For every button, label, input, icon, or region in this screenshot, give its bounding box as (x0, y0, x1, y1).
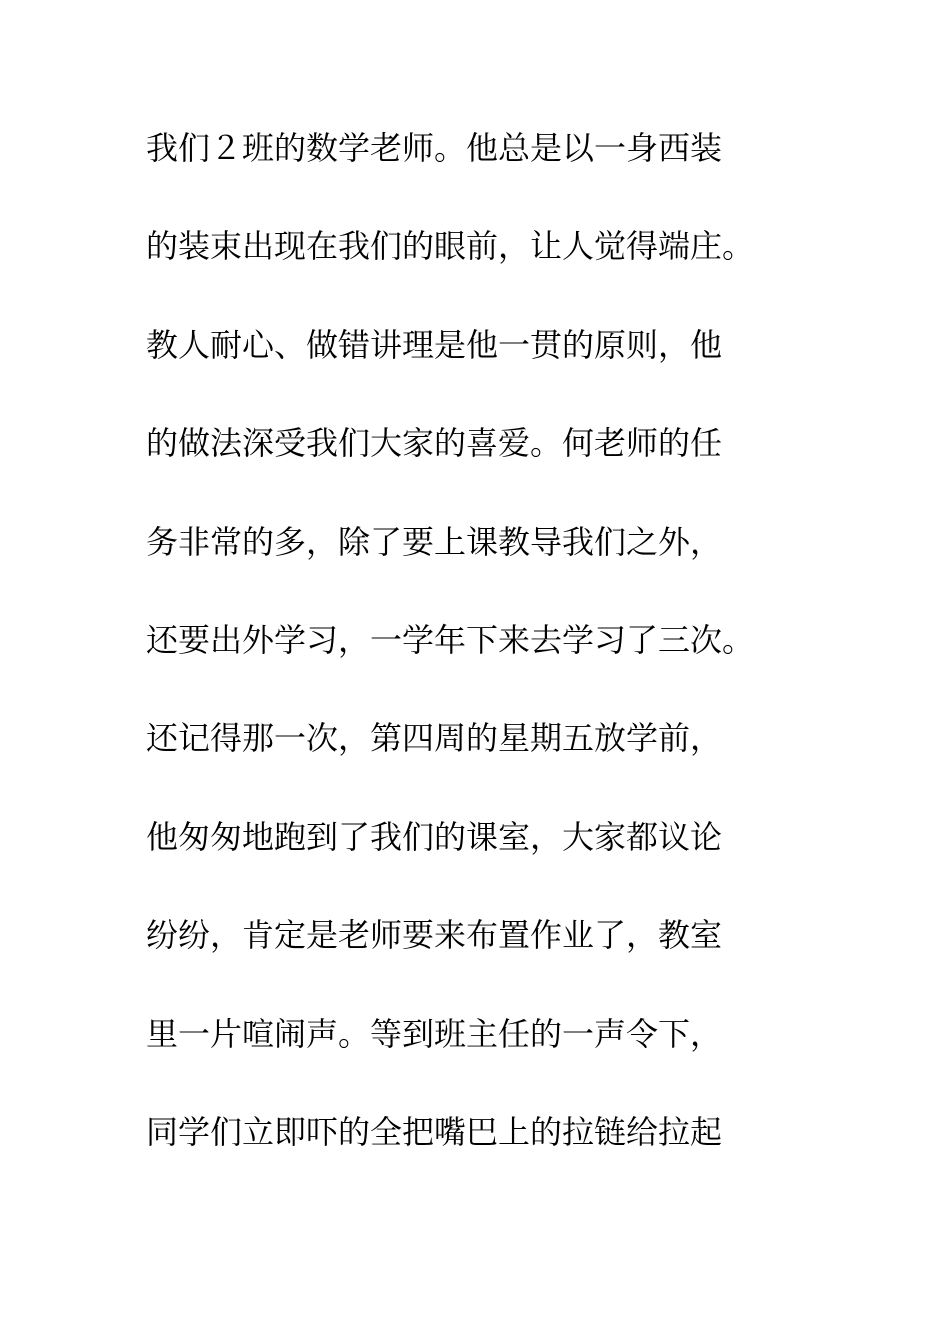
text-line-10: 里一片喧闹声。等到班主任的一声令下， (146, 1014, 723, 1053)
text-line-1: 我们２班的数学老师。他总是以一身西装 (146, 129, 723, 167)
text-line-5: 务非常的多，除了要上课教导我们之外， (146, 522, 723, 561)
text-line-6: 还要出外学习，一学年下来去学习了三次。 (146, 620, 755, 659)
document-body (146, 126, 846, 1208)
text-line-4: 的做法深受我们大家的喜爱。何老师的任 (146, 424, 723, 463)
text-line-9: 纷纷，肯定是老师要来布置作业了，教室 (146, 916, 723, 955)
text-line-11: 同学们立即吓的全把嘴巴上的拉链给拉起 (146, 1112, 723, 1151)
text-line-8: 他匆匆地跑到了我们的课室，大家都议论 (146, 817, 723, 856)
text-line-2: 的装束出现在我们的眼前，让人觉得端庄。 (146, 227, 755, 266)
text-line-3: 教人耐心、做错讲理是他一贯的原则，他 (146, 325, 723, 364)
text-line-7: 还记得那一次，第四周的星期五放学前， (146, 719, 723, 758)
